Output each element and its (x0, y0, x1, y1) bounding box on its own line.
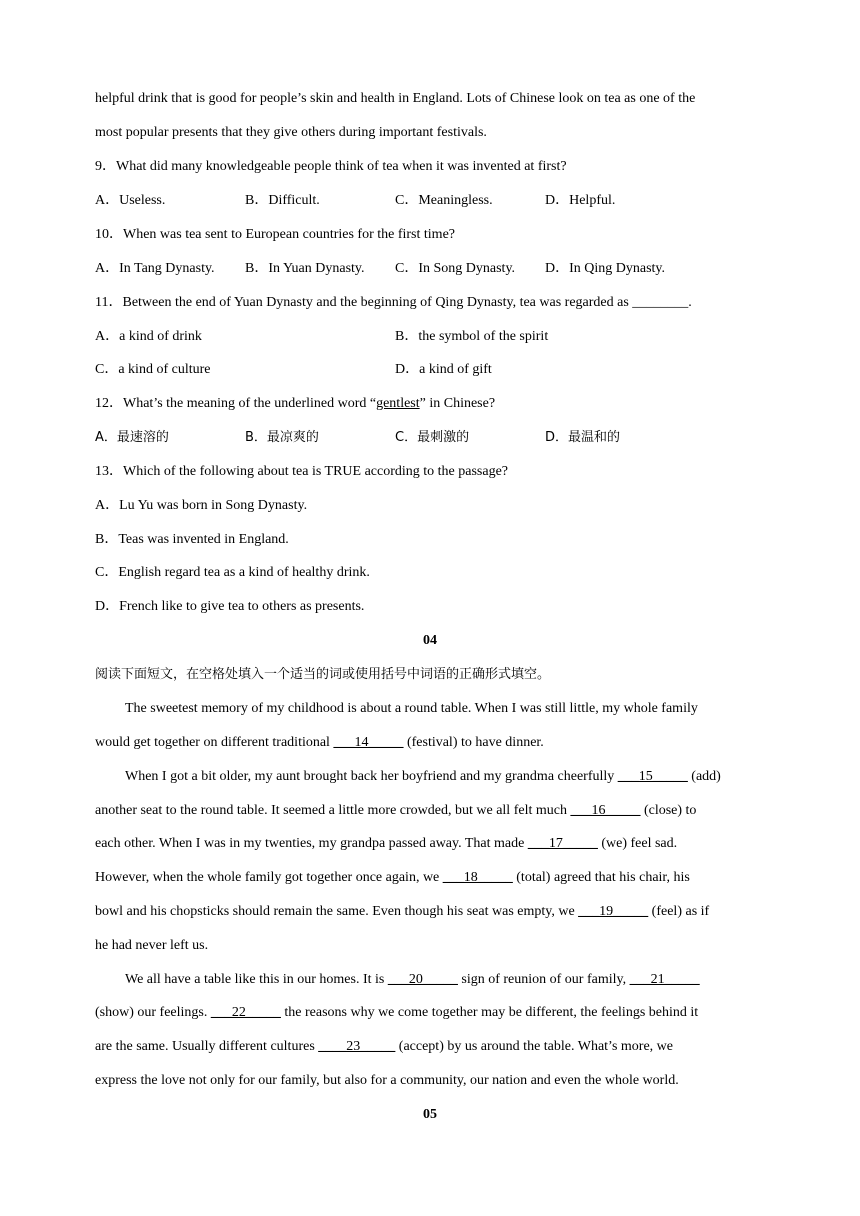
q11-option-d: D．a kind of gift (395, 362, 492, 377)
passage-line (125, 970, 700, 990)
question-11-stem: 11．Between the end of Yuan Dynasty and the beginning of Qing Dynasty, tea was regarded as ________. (95, 295, 692, 310)
passage-line: helpful drink that is good for people’s skin and health in England. Lots of Chinese look on tea as one of the (95, 91, 696, 106)
passage-text: We all have a table like this in our homes. It is (125, 972, 388, 987)
blank-18[interactable]: ___18_____ (442, 870, 513, 885)
question-12-stem (95, 394, 495, 414)
question-13-stem: 13．Which of the following about tea is TRUE according to the passage? (95, 464, 509, 479)
q13-option-a: A．Lu Yu was born in Song Dynasty. (95, 498, 308, 513)
q9-option-b: B．Difficult. (245, 193, 320, 208)
q9-option-c: C．Meaningless. (395, 193, 493, 208)
q10-option-a: A．In Tang Dynasty. (95, 261, 215, 276)
passage-line (95, 801, 696, 821)
q11-option-c: C．a kind of culture (95, 362, 211, 377)
q12-option-b: B．最凉爽的 (245, 430, 319, 445)
passage-text: sign of reunion of our family, (457, 972, 630, 987)
passage-line (95, 733, 544, 753)
q10-option-b: B．In Yuan Dynasty. (245, 261, 365, 276)
section-number-05: 05 (423, 1107, 437, 1122)
q12-option-c: C．最刺激的 (395, 430, 470, 445)
passage-text: (accept) by us around the table. What’s more, we (395, 1039, 673, 1054)
passage-text: (we) feel sad. (597, 836, 678, 851)
passage-text: When I got a bit older, my aunt brought back her boyfriend and my grandma cheerfully (125, 769, 618, 784)
blank-20[interactable]: ___20_____ (387, 972, 458, 987)
passage-line: he had never left us. (95, 938, 209, 953)
passage-line: The sweetest memory of my childhood is about a round table. When I was still little, my whole family (125, 701, 698, 716)
q10-option-d: D．In Qing Dynasty. (545, 261, 666, 276)
q11-option-a: A．a kind of drink (95, 329, 202, 344)
blank-15[interactable]: ___15_____ (617, 769, 688, 784)
passage-text: bowl and his chopsticks should remain the same. Even though his seat was empty, we (95, 904, 579, 919)
section-number-04: 04 (423, 633, 437, 648)
passage-line (95, 1037, 673, 1057)
passage-text: (festival) to have dinner. (403, 735, 544, 750)
q12-option-d: D．最温和的 (545, 430, 621, 445)
q12-stem-text: ” in Chinese? (419, 396, 496, 411)
q12-option-a: A．最速溶的 (95, 430, 169, 445)
section-instruction: 阅读下面短文，在空格处填入一个适当的词或使用括号中词语的正确形式填空。 (95, 667, 551, 682)
q12-stem-text: 12．What’s the meaning of the underlined word “ (95, 396, 377, 411)
question-10-stem: 10．When was tea sent to European countries for the first time? (95, 227, 455, 242)
blank-21[interactable]: ___21_____ (629, 972, 700, 987)
passage-line (95, 1003, 698, 1023)
passage-text: are the same. Usually different cultures (95, 1039, 319, 1054)
blank-23[interactable]: ____23_____ (318, 1039, 396, 1054)
passage-line (95, 834, 677, 854)
q13-option-c: C．English regard tea as a kind of healthy drink. (95, 565, 370, 580)
q9-option-d: D．Helpful. (545, 193, 616, 208)
passage-text: (feel) as if (648, 904, 710, 919)
passage-line: express the love not only for our family, but also for a community, our nation and even the whole world. (95, 1073, 679, 1088)
blank-22[interactable]: ___22_____ (210, 1005, 281, 1020)
q11-option-b: B．the symbol of the spirit (395, 329, 549, 344)
passage-text: the reasons why we come together may be different, the feelings behind it (280, 1005, 699, 1020)
passage-text: (close) to (640, 803, 697, 818)
blank-19[interactable]: ___19_____ (578, 904, 649, 919)
passage-line: most popular presents that they give others during important festivals. (95, 125, 487, 140)
blank-17[interactable]: ___17_____ (527, 836, 598, 851)
blank-16[interactable]: ___16_____ (570, 803, 641, 818)
q13-option-b: B．Teas was invented in England. (95, 532, 289, 547)
q9-option-a: A．Useless. (95, 193, 166, 208)
passage-line (125, 767, 721, 787)
passage-text: (show) our feelings. (95, 1005, 211, 1020)
passage-text: (add) (687, 769, 721, 784)
passage-text: However, when the whole family got together once again, we (95, 870, 443, 885)
q13-option-d: D．French like to give tea to others as presents. (95, 599, 365, 614)
blank-14[interactable]: ___14_____ (333, 735, 404, 750)
passage-line (95, 902, 709, 922)
question-9-stem: 9．What did many knowledgeable people think of tea when it was invented at first? (95, 159, 567, 174)
underlined-word: gentlest (376, 396, 420, 411)
q10-option-c: C．In Song Dynasty. (395, 261, 516, 276)
passage-line (95, 868, 690, 888)
passage-text: would get together on different traditional (95, 735, 334, 750)
passage-text: another seat to the round table. It seemed a little more crowded, but we all felt much (95, 803, 571, 818)
passage-text: (total) agreed that his chair, his (512, 870, 690, 885)
passage-text: each other. When I was in my twenties, my grandpa passed away. That made (95, 836, 528, 851)
